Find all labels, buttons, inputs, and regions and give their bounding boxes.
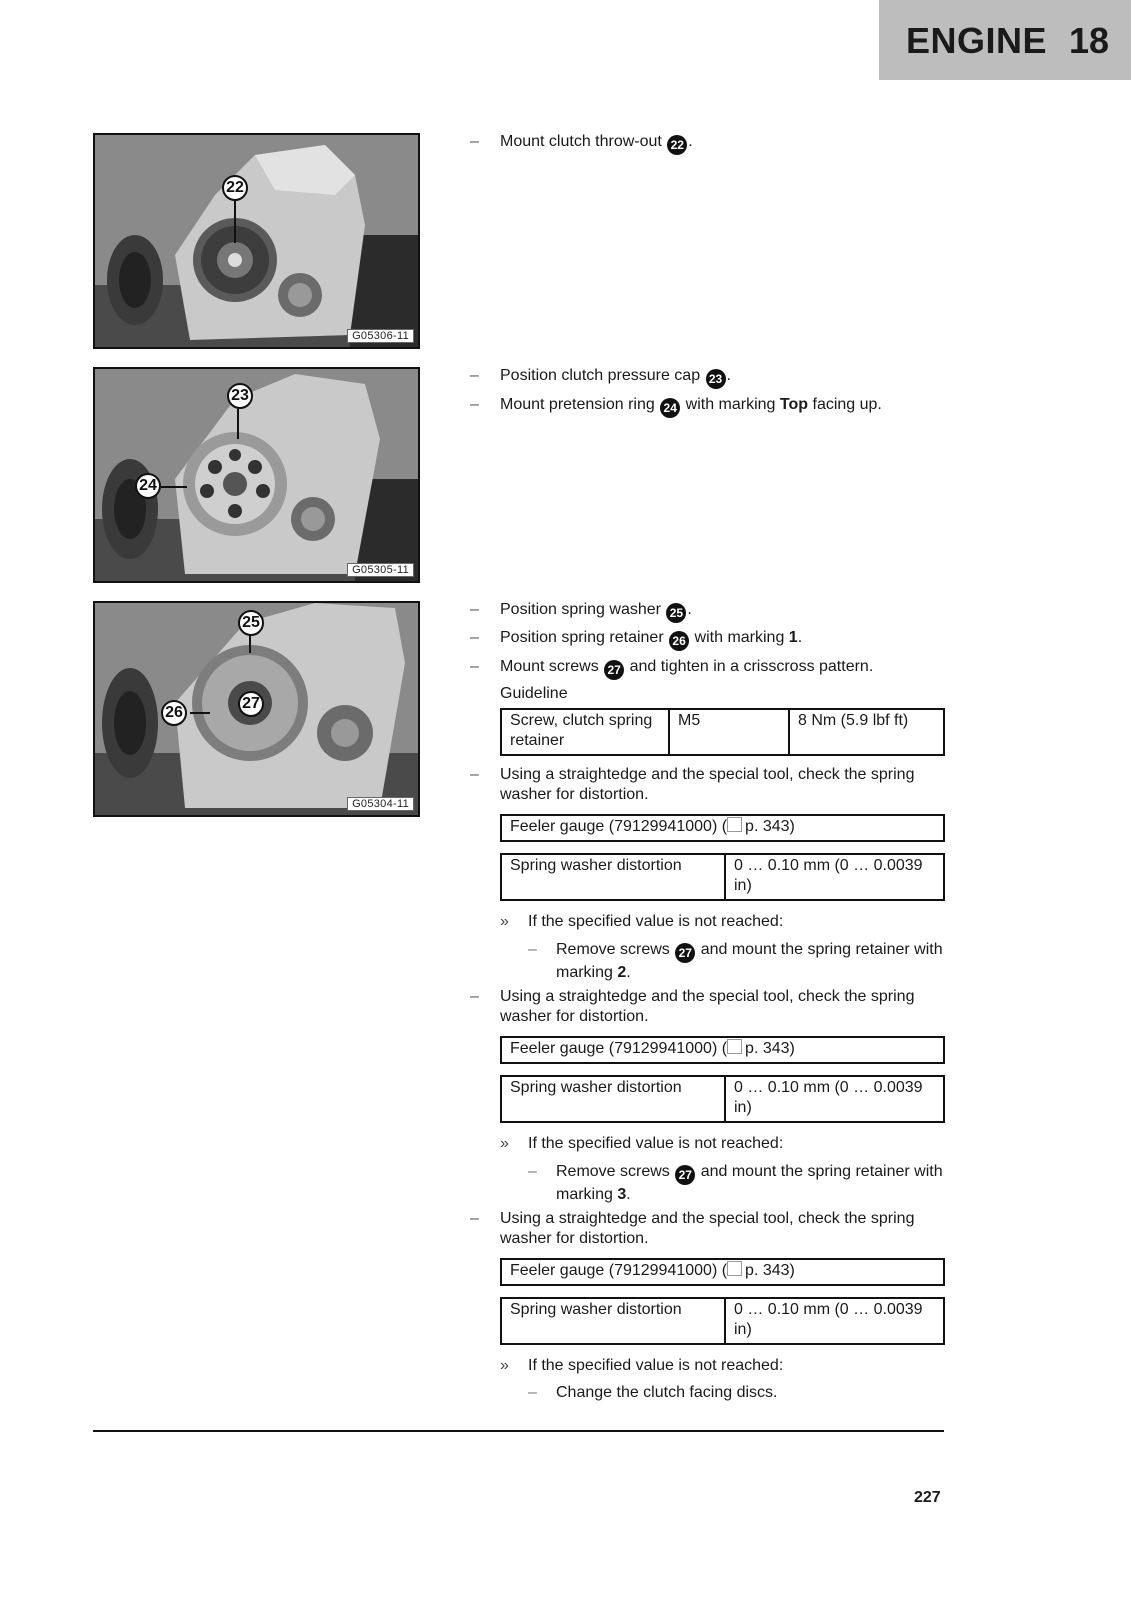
- spec-name-cell: Spring washer distortion: [501, 1076, 725, 1122]
- callout-24: 24: [135, 473, 161, 499]
- torque-cell: 8 Nm (5.9 lbf ft): [789, 709, 944, 755]
- footer-rule: [93, 1430, 944, 1432]
- tool-cell: Feeler gauge (79129941000) ( p. 343): [501, 1037, 944, 1063]
- page-number: 227: [914, 1489, 941, 1506]
- photo-code: G05304-11: [347, 797, 414, 811]
- screw-name-cell: Screw, clutch spring retainer: [501, 709, 669, 755]
- ref-badge-27: 27: [675, 943, 695, 963]
- engine-photo-1: [93, 133, 420, 349]
- thread-cell: M5: [669, 709, 789, 755]
- spec-name-cell: Spring washer distortion: [501, 1298, 725, 1344]
- spec-table-3: [500, 1297, 945, 1345]
- spec-value-cell: 0 … 0.10 mm (0 … 0.0039 in): [725, 854, 944, 900]
- callout-27: 27: [238, 691, 264, 717]
- spec-table-1: [500, 853, 945, 901]
- ref-badge-27: 27: [675, 1165, 695, 1185]
- callout-26: 26: [161, 700, 187, 726]
- section-title: ENGINE: [906, 20, 1048, 61]
- ref-badge-23: 23: [706, 369, 726, 389]
- spec-value-cell: 0 … 0.10 mm (0 … 0.0039 in): [725, 1076, 944, 1122]
- callout-25: 25: [238, 610, 264, 636]
- tool-cell: Feeler gauge (79129941000) ( p. 343): [501, 815, 944, 841]
- ref-badge-24: 24: [660, 398, 680, 418]
- engine-photo-2: [93, 367, 420, 583]
- spec-value-cell: 0 … 0.10 mm (0 … 0.0039 in): [725, 1298, 944, 1344]
- tool-table-2: [500, 1036, 945, 1064]
- ref-badge-27: 27: [604, 660, 624, 680]
- chapter-header-tab: [879, 0, 1131, 80]
- page-ref-icon: [727, 817, 742, 832]
- photo-code: G05305-11: [347, 563, 414, 577]
- torque-table: [500, 708, 945, 756]
- tool-table-3: [500, 1258, 945, 1286]
- spec-name-cell: Spring washer distortion: [501, 854, 725, 900]
- photo-code: G05306-11: [347, 329, 414, 343]
- spec-table-2: [500, 1075, 945, 1123]
- chapter-number: 18: [1069, 20, 1110, 61]
- ref-badge-25: 25: [666, 603, 686, 623]
- callout-23: 23: [227, 383, 253, 409]
- page-ref-icon: [727, 1039, 742, 1054]
- callout-22: 22: [222, 175, 248, 201]
- ref-badge-22: 22: [667, 135, 687, 155]
- engine-photo-3: [93, 601, 420, 817]
- ref-badge-26: 26: [669, 631, 689, 651]
- tool-cell: Feeler gauge (79129941000) ( p. 343): [501, 1259, 944, 1285]
- page-ref-icon: [727, 1261, 742, 1276]
- tool-table-1: [500, 814, 945, 842]
